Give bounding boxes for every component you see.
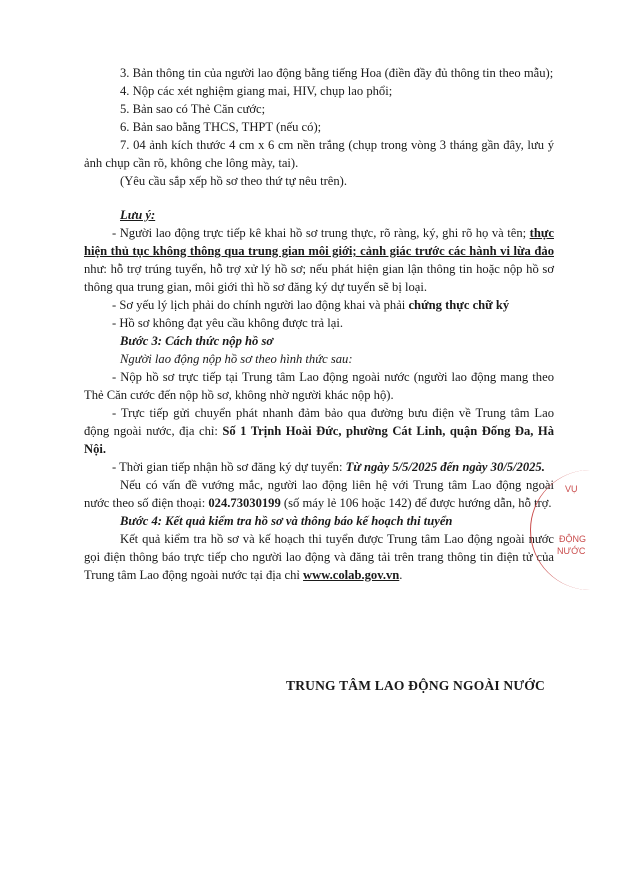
step3-paragraph-3 bbox=[84, 458, 554, 476]
step3-phone: 024.73030199 bbox=[208, 496, 281, 510]
stamp-line-3: NƯỚC bbox=[557, 546, 586, 556]
signature-organization: TRUNG TÂM LAO ĐỘNG NGOÀI NƯỚC bbox=[286, 678, 545, 693]
item-4: 4. Nộp các xét nghiệm giang mai, HIV, chụp lao phổi; bbox=[120, 84, 393, 98]
colab-link[interactable]: www.colab.gov.vn bbox=[303, 568, 400, 582]
step3-paragraph-1: - Nộp hồ sơ trực tiếp tại Trung tâm Lao động ngoài nước (người lao động mang theo Thẻ Căn cước đến nộp hồ sơ, không nhờ người khác nộp hộ). bbox=[84, 370, 554, 402]
stamp-line-2: ĐỘNG bbox=[559, 534, 586, 544]
note-p1-end: như: hỗ trợ trúng tuyển, hỗ trợ xử lý hồ sơ; nếu phát hiện gian lận thông tin hoặc nộp hồ sơ thông qua trung gian, môi giới thì hồ sơ đăng ký dự tuyển sẽ bị loại. bbox=[84, 262, 554, 294]
note-p1-emphasis: thực hiện thủ tục không thông qua trung gian môi giới; cảnh giác trước các hành vi lừa đảo bbox=[84, 226, 554, 258]
item-7: 7. 04 ảnh kích thước 4 cm x 6 cm nền trắng (chụp trong vòng 3 tháng gần đây, lưu ý ảnh chụp cần rõ, không che lông mày, tai). bbox=[84, 138, 554, 170]
step3-p2-start: - Trực tiếp gửi chuyển phát nhanh đảm bảo qua đường bưu điện về Trung tâm Lao động ngoài nước, địa chỉ: bbox=[84, 406, 554, 438]
step3-paragraph-4 bbox=[84, 476, 554, 512]
step3-paragraph-2 bbox=[84, 404, 554, 458]
document-body bbox=[84, 64, 554, 584]
step3-p3-start: - Thời gian tiếp nhận hồ sơ đăng ký dự tuyển: bbox=[112, 460, 346, 474]
step3-address: Số 1 Trịnh Hoài Đức, phường Cát Linh, quận Đống Đa, Hà Nội. bbox=[84, 424, 554, 456]
step4-p1-start: Kết quả kiểm tra hồ sơ và kế hoạch thi tuyển được Trung tâm Lao động ngoài nước gọi điện thông báo trực tiếp cho người lao động và đăng tải trên trang thông tin điện tử của Trung tâm Lao động ngoài nước tại địa chỉ bbox=[84, 532, 554, 582]
step3-p4-start: Nếu có vấn đề vướng mắc, người lao động liên hệ với Trung tâm Lao động ngoài nước theo số điện thoại: bbox=[84, 478, 554, 510]
step3-intro: Người lao động nộp hồ sơ theo hình thức sau: bbox=[120, 352, 353, 366]
item-5: 5. Bản sao có Thẻ Căn cước; bbox=[120, 102, 266, 116]
step3-dates: Từ ngày 5/5/2025 đến ngày 30/5/2025. bbox=[345, 460, 545, 474]
step4-p1-end: . bbox=[399, 568, 403, 582]
step3-title: Bước 3: Cách thức nộp hồ sơ bbox=[120, 334, 274, 348]
note-p1-start: - Người lao động trực tiếp kê khai hồ sơ trung thực, rõ ràng, ký, ghi rõ họ và tên; bbox=[112, 226, 530, 240]
note-title: Lưu ý: bbox=[120, 208, 156, 222]
note-paragraph-3: - Hồ sơ không đạt yêu cầu không được trả lại. bbox=[112, 316, 344, 330]
note-paragraph-1 bbox=[84, 224, 554, 296]
step4-paragraph-1 bbox=[84, 530, 554, 584]
note-p2-start: - Sơ yếu lý lịch phải do chính người lao động khai và phải bbox=[112, 298, 409, 312]
item-6: 6. Bản sao bằng THCS, THPT (nếu có); bbox=[120, 120, 322, 134]
item-3: 3. Bản thông tin của người lao động bằng tiếng Hoa (điền đầy đủ thông tin theo mẫu); bbox=[120, 66, 554, 80]
step4-title: Bước 4: Kết quả kiểm tra hồ sơ và thông báo kế hoạch thi tuyển bbox=[120, 514, 453, 528]
order-note: (Yêu cầu sắp xếp hồ sơ theo thứ tự nêu trên). bbox=[120, 174, 347, 188]
step3-p4-end: (số máy lẻ 106 hoặc 142) để được hướng dẫn, hỗ trợ. bbox=[280, 496, 552, 510]
note-p2-bold: chứng thực chữ ký bbox=[408, 298, 510, 312]
stamp-line-1: VỤ bbox=[565, 484, 578, 494]
note-paragraph-2 bbox=[84, 296, 554, 314]
